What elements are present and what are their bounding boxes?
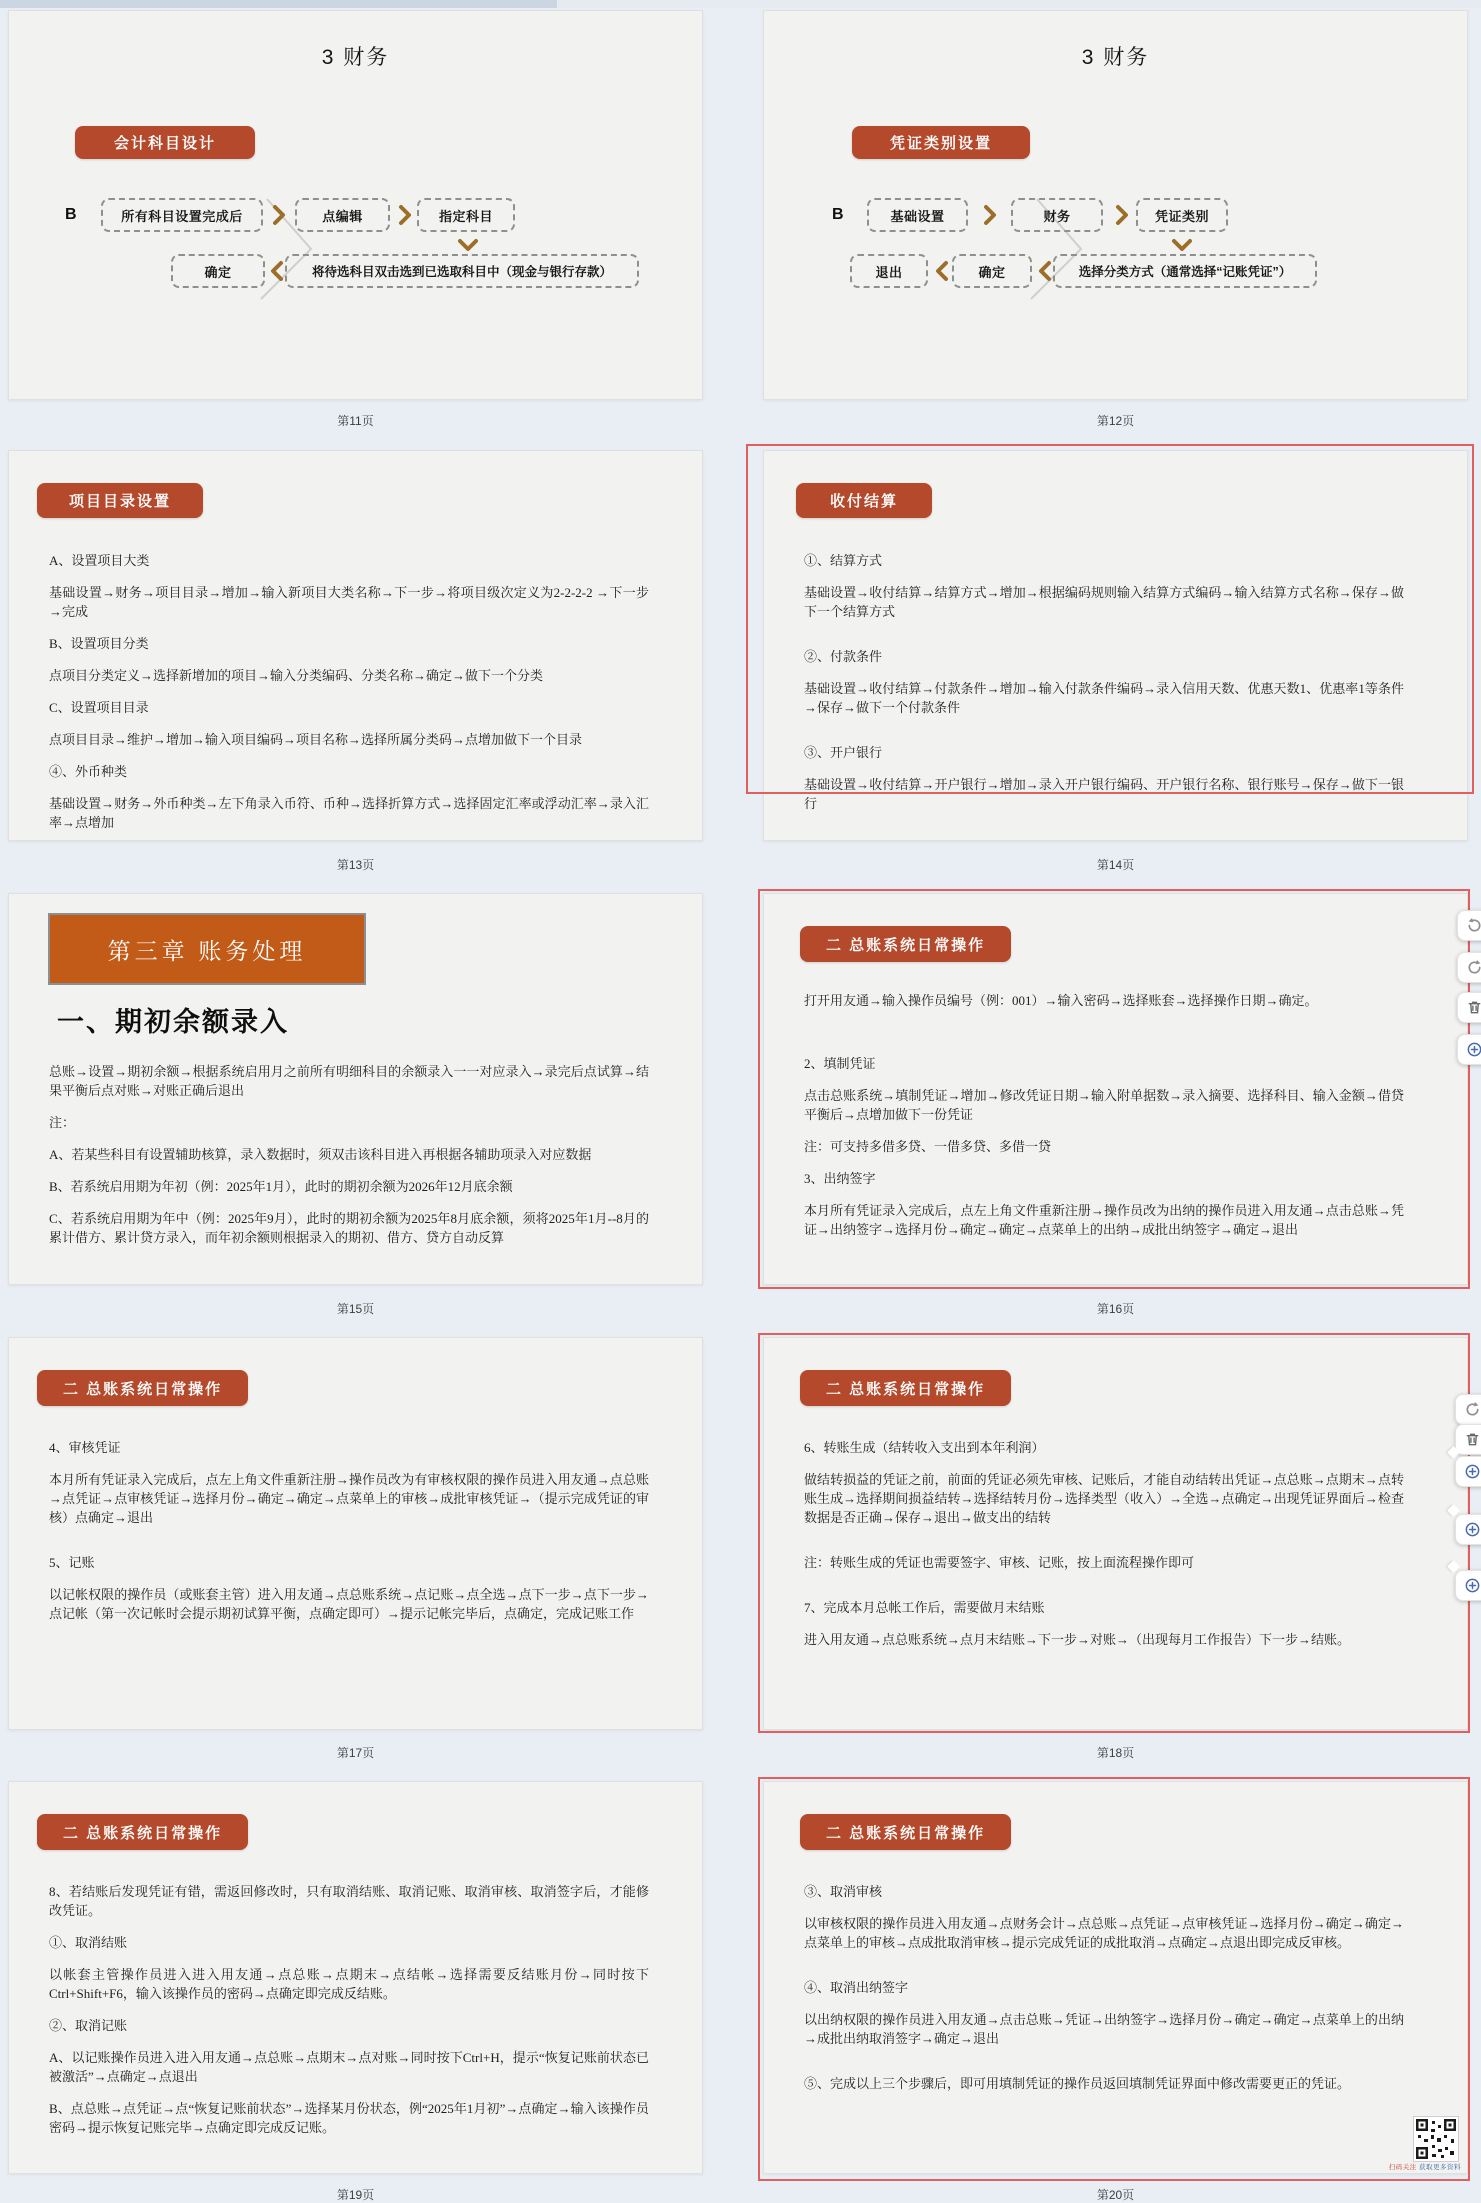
page-title: 3 财务 xyxy=(9,41,702,71)
page-number-label: 第13页 xyxy=(8,857,703,873)
paragraph: A、以记账操作员进入进入用友通→点总账→点期末→点对账→同时按下Ctrl+H，提示“恢复记账前状态已被激活”→点确定→点退出 xyxy=(49,2048,649,2086)
paragraph: B、若系统启用期为年初（例：2025年1月），此时的期初余额为2026年12月底余额 xyxy=(49,1177,649,1196)
flow-box: 确定 xyxy=(171,254,265,288)
delete-button[interactable] xyxy=(1457,992,1481,1023)
paragraph: 基础设置→财务→项目目录→增加→输入新项目大类名称→下一步→将项目级次定义为2-2-2-2 →下一步→完成 xyxy=(49,583,649,621)
paragraph: 2、填制凭证 xyxy=(804,1054,1404,1073)
rotate-right-button[interactable] xyxy=(1455,1394,1481,1425)
plus-circle-icon xyxy=(1464,1463,1481,1480)
section-badge: 二 总账系统日常操作 xyxy=(800,1814,1011,1850)
paragraph: 以记帐权限的操作员（或账套主管）进入用友通→点总账系统→点记账→点全选→点下一步→点下一步→点记帐（第一次记帐时会提示期初试算平衡，点确定即可）→提示记帐完毕后，点确定，完成记账工作 xyxy=(49,1585,649,1623)
paragraph: A、若某些科目有设置辅助核算，录入数据时，须双击该科目进入再根据各辅助项录入对应数据 xyxy=(49,1145,649,1164)
page-card-11[interactable] xyxy=(8,10,703,400)
flow-box: 指定科目 xyxy=(417,198,515,232)
page-card-20[interactable] xyxy=(763,1781,1468,2174)
paragraph: B、点总账→点凭证→点“恢复记账前状态”→选择某月份状态，例“2025年1月初”→点确定→输入该操作员密码→提示恢复记账完毕→点确定即完成反记账。 xyxy=(49,2099,649,2137)
paragraph: 7、完成本月总帐工作后，需要做月末结账 xyxy=(804,1598,1404,1617)
page-card-16[interactable] xyxy=(763,893,1468,1285)
flow-step-label: B xyxy=(832,206,844,224)
section-badge: 会计科目设计 xyxy=(75,126,255,159)
paragraph: 基础设置→收付结算→付款条件→增加→输入付款条件编码→录入信用天数、优惠天数1、优惠率1等条件→保存→做下一个付款条件 xyxy=(804,679,1404,717)
chevron-right-icon xyxy=(982,204,998,231)
page-number-label: 第11页 xyxy=(8,413,703,429)
qr-caption xyxy=(1389,2162,1461,2171)
paragraph: 3、出纳签字 xyxy=(804,1169,1404,1188)
paragraph: ③、取消审核 xyxy=(804,1882,1404,1901)
rotate-right-icon xyxy=(1464,1401,1481,1418)
chevron-right-icon xyxy=(397,204,413,231)
page-title: 3 财务 xyxy=(764,41,1467,71)
paragraph: 点项目目录→维护→增加→输入项目编码→项目名称→选择所属分类码→点增加做下一个目录 xyxy=(49,730,649,749)
page-number-label: 第20页 xyxy=(763,2187,1468,2203)
page-card-17[interactable] xyxy=(8,1337,703,1730)
paragraph: ④、外币种类 xyxy=(49,762,649,781)
paragraph: 本月所有凭证录入完成后，点左上角文件重新注册→操作员改为有审核权限的操作员进入用友通→点总账→点凭证→点审核凭证→选择月份→确定→确定→点菜单上的审核→成批审核凭证→（提示完成凭证的审核）点确定→退出 xyxy=(49,1470,649,1527)
qr-code xyxy=(1413,2116,1459,2162)
paragraph: A、设置项目大类 xyxy=(49,551,649,570)
paragraph: 注：可支持多借多贷、一借多贷、多借一贷 xyxy=(804,1137,1404,1156)
section-badge: 项目目录设置 xyxy=(37,483,203,518)
page-number-label: 第19页 xyxy=(8,2187,703,2203)
paragraph: 进入用友通→点总账系统→点月末结账→下一步→对账→（出现每月工作报告）下一步→结账。 xyxy=(804,1630,1404,1649)
paragraph: 以审核权限的操作员进入用友通→点财务会计→点总账→点凭证→点审核凭证→选择月份→确定→确定→点菜单上的审核→点成批取消审核→提示完成凭证的成批取消→点确定→点退出即完成反审核。 xyxy=(804,1914,1404,1952)
rotate-right-button[interactable] xyxy=(1457,952,1481,983)
paragraph: ①、结算方式 xyxy=(804,551,1404,570)
page-card-13[interactable] xyxy=(8,450,703,841)
paragraph: ②、取消记账 xyxy=(49,2016,649,2035)
chevron-right-icon xyxy=(271,204,287,231)
zoom-in-button[interactable] xyxy=(1455,1514,1481,1545)
plus-circle-icon xyxy=(1464,1577,1481,1594)
section-badge: 二 总账系统日常操作 xyxy=(800,926,1011,962)
chevron-left-icon xyxy=(1037,260,1053,287)
rotate-left-button[interactable] xyxy=(1457,910,1481,941)
chevron-right-icon xyxy=(1114,204,1130,231)
paragraph: 点击总账系统→填制凭证→增加→修改凭证日期→输入附单据数→录入摘要、选择科目、输入金额→借贷平衡后→点增加做下一份凭证 xyxy=(804,1086,1404,1124)
page-card-14[interactable] xyxy=(763,450,1468,841)
paragraph: 注：转账生成的凭证也需要签字、审核、记账，按上面流程操作即可 xyxy=(804,1553,1404,1572)
paragraph: 8、若结账后发现凭证有错，需返回修改时，只有取消结账、取消记账、取消审核、取消签字后，才能修改凭证。 xyxy=(49,1882,649,1920)
flow-step-label: B xyxy=(65,206,77,224)
qr-caption-red: 扫码关注 xyxy=(1389,2164,1417,2171)
rotate-left-icon xyxy=(1466,917,1481,934)
paragraph: 基础设置→财务→外币种类→左下角录入币符、币种→选择折算方式→选择固定汇率或浮动汇率→录入汇率→点增加 xyxy=(49,794,649,832)
paragraph: 点项目分类定义→选择新增加的项目→输入分类编码、分类名称→确定→做下一个分类 xyxy=(49,666,649,685)
paragraph: 本月所有凭证录入完成后，点左上角文件重新注册→操作员改为出纳的操作员进入用友通→点击总账→凭证→出纳签字→选择月份→确定→确定→点菜单上的出纳→成批出纳签字→确定→退出 xyxy=(804,1201,1404,1239)
delete-button[interactable] xyxy=(1455,1424,1481,1455)
section-badge: 二 总账系统日常操作 xyxy=(37,1814,248,1850)
rotate-right-icon xyxy=(1466,959,1481,976)
paragraph: ②、付款条件 xyxy=(804,647,1404,666)
chevron-left-icon xyxy=(934,260,950,287)
flow-box: 退出 xyxy=(850,254,928,288)
page-number-label: 第14页 xyxy=(763,857,1468,873)
page-number-label: 第17页 xyxy=(8,1745,703,1761)
section-badge: 二 总账系统日常操作 xyxy=(800,1370,1011,1406)
trash-icon xyxy=(1464,1431,1481,1448)
page-number-label: 第15页 xyxy=(8,1301,703,1317)
flow-box: 基础设置 xyxy=(867,198,968,232)
section-badge: 二 总账系统日常操作 xyxy=(37,1370,248,1406)
paragraph: 5、记账 xyxy=(49,1553,649,1572)
paragraph: 做结转损益的凭证之前，前面的凭证必须先审核、记账后，才能自动结转出凭证→点总账→点期末→点转账生成→选择期间损益结转→选择结转月份→选择类型（收入）→全选→点确定→出现凭证界面后→检查数据是否正确→保存→退出→做支出的结转 xyxy=(804,1470,1404,1527)
chapter-banner: 第三章 账务处理 xyxy=(48,913,366,985)
plus-circle-icon xyxy=(1466,1041,1481,1058)
paragraph: 以帐套主管操作员进入进入用友通→点总账→点期末→点结帐→选择需要反结账月份→同时按下Ctrl+Shift+F6，输入该操作员的密码→点确定即完成反结账。 xyxy=(49,1965,649,2003)
zoom-in-button[interactable] xyxy=(1455,1456,1481,1487)
paragraph: 基础设置→收付结算→结算方式→增加→根据编码规则输入结算方式编码→输入结算方式名称→保存→做下一个结算方式 xyxy=(804,583,1404,621)
page-card-19[interactable] xyxy=(8,1781,703,2174)
paragraph: C、若系统启用期为年中（例：2025年9月），此时的期初余额为2025年8月底余额，须将2025年1月--8月的累计借方、累计贷方录入，而年初余额则根据录入的期初、借方、贷方自动反算 xyxy=(49,1209,649,1247)
qr-caption-blue: 获取更多资料 xyxy=(1419,2164,1461,2171)
chevron-left-icon xyxy=(269,260,285,287)
section-badge: 收付结算 xyxy=(796,483,932,518)
page-number-label: 第16页 xyxy=(763,1301,1468,1317)
paragraph: 总账→设置→期初余额→根据系统启用月之前所有明细科目的余额录入一一对应录入→录完后点试算→结果平衡后点对账→对账正确后退出 xyxy=(49,1062,649,1100)
flow-box: 选择分类方式（通常选择“记账凭证”） xyxy=(1053,254,1317,288)
paragraph: C、设置项目目录 xyxy=(49,698,649,717)
paragraph: 以出纳权限的操作员进入用友通→点击总账→凭证→出纳签字→选择月份→确定→确定→点菜单上的出纳→成批出纳取消签字→确定→退出 xyxy=(804,2010,1404,2048)
paragraph: 打开用友通→输入操作员编号（例：001）→输入密码→选择账套→选择操作日期→确定。 xyxy=(804,991,1404,1010)
zoom-in-button[interactable] xyxy=(1457,1034,1481,1065)
page-number-label: 第12页 xyxy=(763,413,1468,429)
top-scroll-strip xyxy=(0,0,1481,8)
flow-box: 所有科目设置完成后 xyxy=(101,198,263,232)
paragraph: 6、转账生成（结转收入支出到本年利润） xyxy=(804,1438,1404,1457)
top-scroll-thumb xyxy=(0,0,557,8)
paragraph: B、设置项目分类 xyxy=(49,634,649,653)
page-number-label: 第18页 xyxy=(763,1745,1468,1761)
flow-box: 财务 xyxy=(1011,198,1103,232)
flow-box: 确定 xyxy=(952,254,1032,288)
flow-box: 将待选科目双击选到已选取科目中（现金与银行存款） xyxy=(285,254,639,288)
trash-icon xyxy=(1466,999,1481,1016)
paragraph: 基础设置→收付结算→开户银行→增加→录入开户银行编码、开户银行名称、银行账号→保存→做下一银行 xyxy=(804,775,1404,813)
zoom-in-button[interactable] xyxy=(1455,1570,1481,1601)
paragraph: ①、取消结账 xyxy=(49,1933,649,1952)
paragraph: ⑤、完成以上三个步骤后，即可用填制凭证的操作员返回填制凭证界面中修改需要更正的凭证。 xyxy=(804,2074,1404,2093)
paragraph: ④、取消出纳签字 xyxy=(804,1978,1404,1997)
section-heading: 一、期初余额录入 xyxy=(57,1000,289,1039)
page-card-18[interactable] xyxy=(763,1337,1468,1730)
plus-circle-icon xyxy=(1464,1521,1481,1538)
paragraph: 注： xyxy=(49,1113,649,1132)
paragraph: 4、审核凭证 xyxy=(49,1438,649,1457)
section-badge: 凭证类别设置 xyxy=(852,126,1030,159)
page-card-15[interactable] xyxy=(8,893,703,1285)
flow-box: 点编辑 xyxy=(295,198,390,232)
page-card-12[interactable] xyxy=(763,10,1468,400)
paragraph: ③、开户银行 xyxy=(804,743,1404,762)
qr-code-image xyxy=(1414,2117,1458,2161)
flow-box: 凭证类别 xyxy=(1136,198,1228,232)
